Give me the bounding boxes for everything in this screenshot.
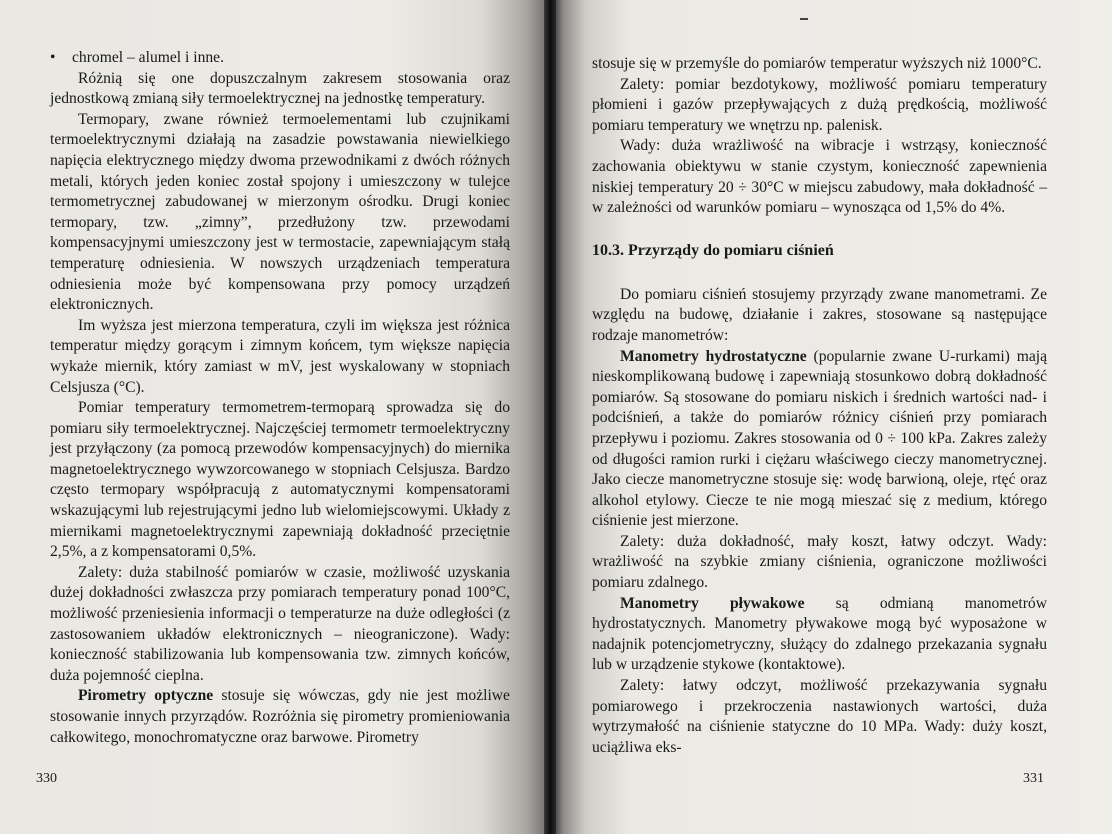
paragraph: stosuje się w przemyśle do pomiarów temperatur wyższych niż 1000°C. (592, 55, 1042, 72)
paragraph: Zalety: pomiar bezdotykowy, możliwość pomiaru temperatury płomieni i gazów przepływających z dużą prędkością, możliwość pomiaru temperatury we wnętrzu np. palenisk. (592, 75, 1047, 134)
paragraph: Wady: duża wrażliwość na wibracje i wstrząsy, konieczność zachowania obiektywu w stanie czystym, konieczność zapewnienia niskiej temperatury 20 ÷ 30°C w miejscu zabudowy, mała dokładność – w zależności od warunków pomiaru – wynosząca od 1,5% do 4%. (592, 137, 1047, 217)
term-bold: Manometry hydrostatyczne (620, 347, 807, 365)
page-number-left: 330 (36, 771, 57, 786)
paragraph-rest: są odmianą manometrów hydrostatycznych. Manometry pływakowe mogą być wyposażone w nadajnik potencjometryczny, służący do zdalnego przekazania sygnału lub w urządzenie stykowe (kontaktowe). (592, 594, 1047, 674)
paragraph: Do pomiaru ciśnień stosujemy przyrządy zwane manometrami. Ze względu na budowę, działanie i zakres, stosowane są następujące rodzaje manometrów: (592, 285, 1047, 344)
paragraph (592, 347, 1047, 532)
paragraph (592, 594, 1047, 676)
bullet-icon: • (50, 49, 56, 66)
term-bold: Pirometry optyczne (78, 687, 214, 705)
term-bold: Manometry pływakowe (620, 594, 805, 612)
paragraph-rest: (popularnie zwane U-rurkami) mają nieskomplikowaną budowę i zapewniają stosunkowo dobrą dokładność pomiarów. Są stosowane do pomiaru niskich i średnich wartości nad- i podciśnień, a także do pomiarów różnicy ciśnień przy pomiarach przepływu i poziomu. Zakres stosowania od 0 ÷ 100 kPa. Zakres zależy od długości ramion rurki i ciężaru właściwego cieczy manometrycznej. Jako ciecze manometryczne stosuje się: wodę barwioną, oleje, rtęć oraz alkohol etylowy. Ciecze te nie mogą mieszać się z medium, którego ciśnienie jest mierzone. (592, 347, 1047, 530)
paragraph-rest: stosuje się wówczas, gdy nie jest możliwe stosowanie innych przyrządów. Rozróżnia się pirometry promieniowania całkowitego, monochromatyczne oraz barwowe. Pirometry (50, 687, 510, 746)
paragraph: Zalety: łatwy odczyt, możliwość przekazywania sygnału pomiarowego i przekroczenia nastawionych wartości, duża wytrzymałość na ciśnienie statyczne do 10 MPa. Wady: duży koszt, uciążliwa eks- (592, 677, 1047, 756)
page-number-right: 331 (1023, 771, 1044, 786)
book-gutter (544, 0, 556, 834)
paragraph: Termopary, zwane również termoelementami lub czujnikami termoelektrycznymi działają na zasadzie powstawania niewielkiego napięcia elektrycznego między dwoma przewodnikami z dwóch różnych metali, których jeden koniec został spojony i umieszczony w tulejce termometrycznej zabudowanej w mierzonym ośrodku. Drugi koniec termopary, tzw. „zimny”, przedłużony tzw. przewodami kompensacyjnymi umieszczony jest w termostacie, zapewniającym stałą temperaturę odniesienia. W nowszych urządzeniach temperatura odniesienia może być kompensowana przy pomocy urządzeń elektronicznych. (50, 110, 510, 314)
bullet-item (50, 48, 510, 69)
paragraph (50, 686, 510, 748)
left-page-text (50, 48, 510, 748)
paragraph: Zalety: duża dokładność, mały koszt, łatwy odczyt. Wady: wrażliwość na szybkie zmiany ciśnienia, ograniczone możliwości pomiaru zdalnego. (592, 532, 1047, 592)
page-mark (800, 18, 808, 20)
right-page-text (592, 54, 1047, 758)
paragraph: Pomiar temperatury termometrem-termoparą sprowadza się do pomiaru siły termoelektrycznej. Najczęściej termometr termoelektryczny jest przyłączony (za pomocą przewodów kompensacyjnych) do miernika magnetoelektrycznego wywzorcowanego w stopniach Celsjusza. Bardzo często termopary współpracują z automatycznymi kompensatorami wskazującymi lub rejestrującymi jedno lub wielomiejscowymi. Układy z miernikami magnetoelektrycznymi zapewniają dokładność przeciętnie 2,5%, a z kompensatorami 0,5%. (50, 399, 510, 561)
paragraph: Różnią się one dopuszczalnym zakresem stosowania oraz jednostkową zmianą siły termoelektrycznej na jednostkę temperatury. (50, 69, 510, 108)
right-page (552, 0, 1112, 834)
bullet-text: chromel – alumel i inne. (72, 49, 224, 66)
section-heading: 10.3. Przyrządy do pomiaru ciśnień (592, 241, 834, 259)
paragraph: Zalety: duża stabilność pomiarów w czasie, możliwość uzyskania dużej dokładności zwłaszcza przy pomiarach temperatury ponad 100°C, możliwość przeniesienia informacji o temperaturze na duże odległości (z zastosowaniem układów elektronicznych – nieograniczone). Wady: konieczność stabilizowania lub kompensowania tzw. zimnych końców, duża pojemność cieplna. (50, 563, 510, 684)
paragraph: Im wyższa jest mierzona temperatura, czyli im większa jest różnica temperatur między gorącym i zimnym końcem, tym większe napięcia wykaże miernik, który zamiast w mV, jest wyskalowany w stopniach Celsjusza (°C). (50, 316, 510, 396)
left-page (0, 0, 548, 834)
